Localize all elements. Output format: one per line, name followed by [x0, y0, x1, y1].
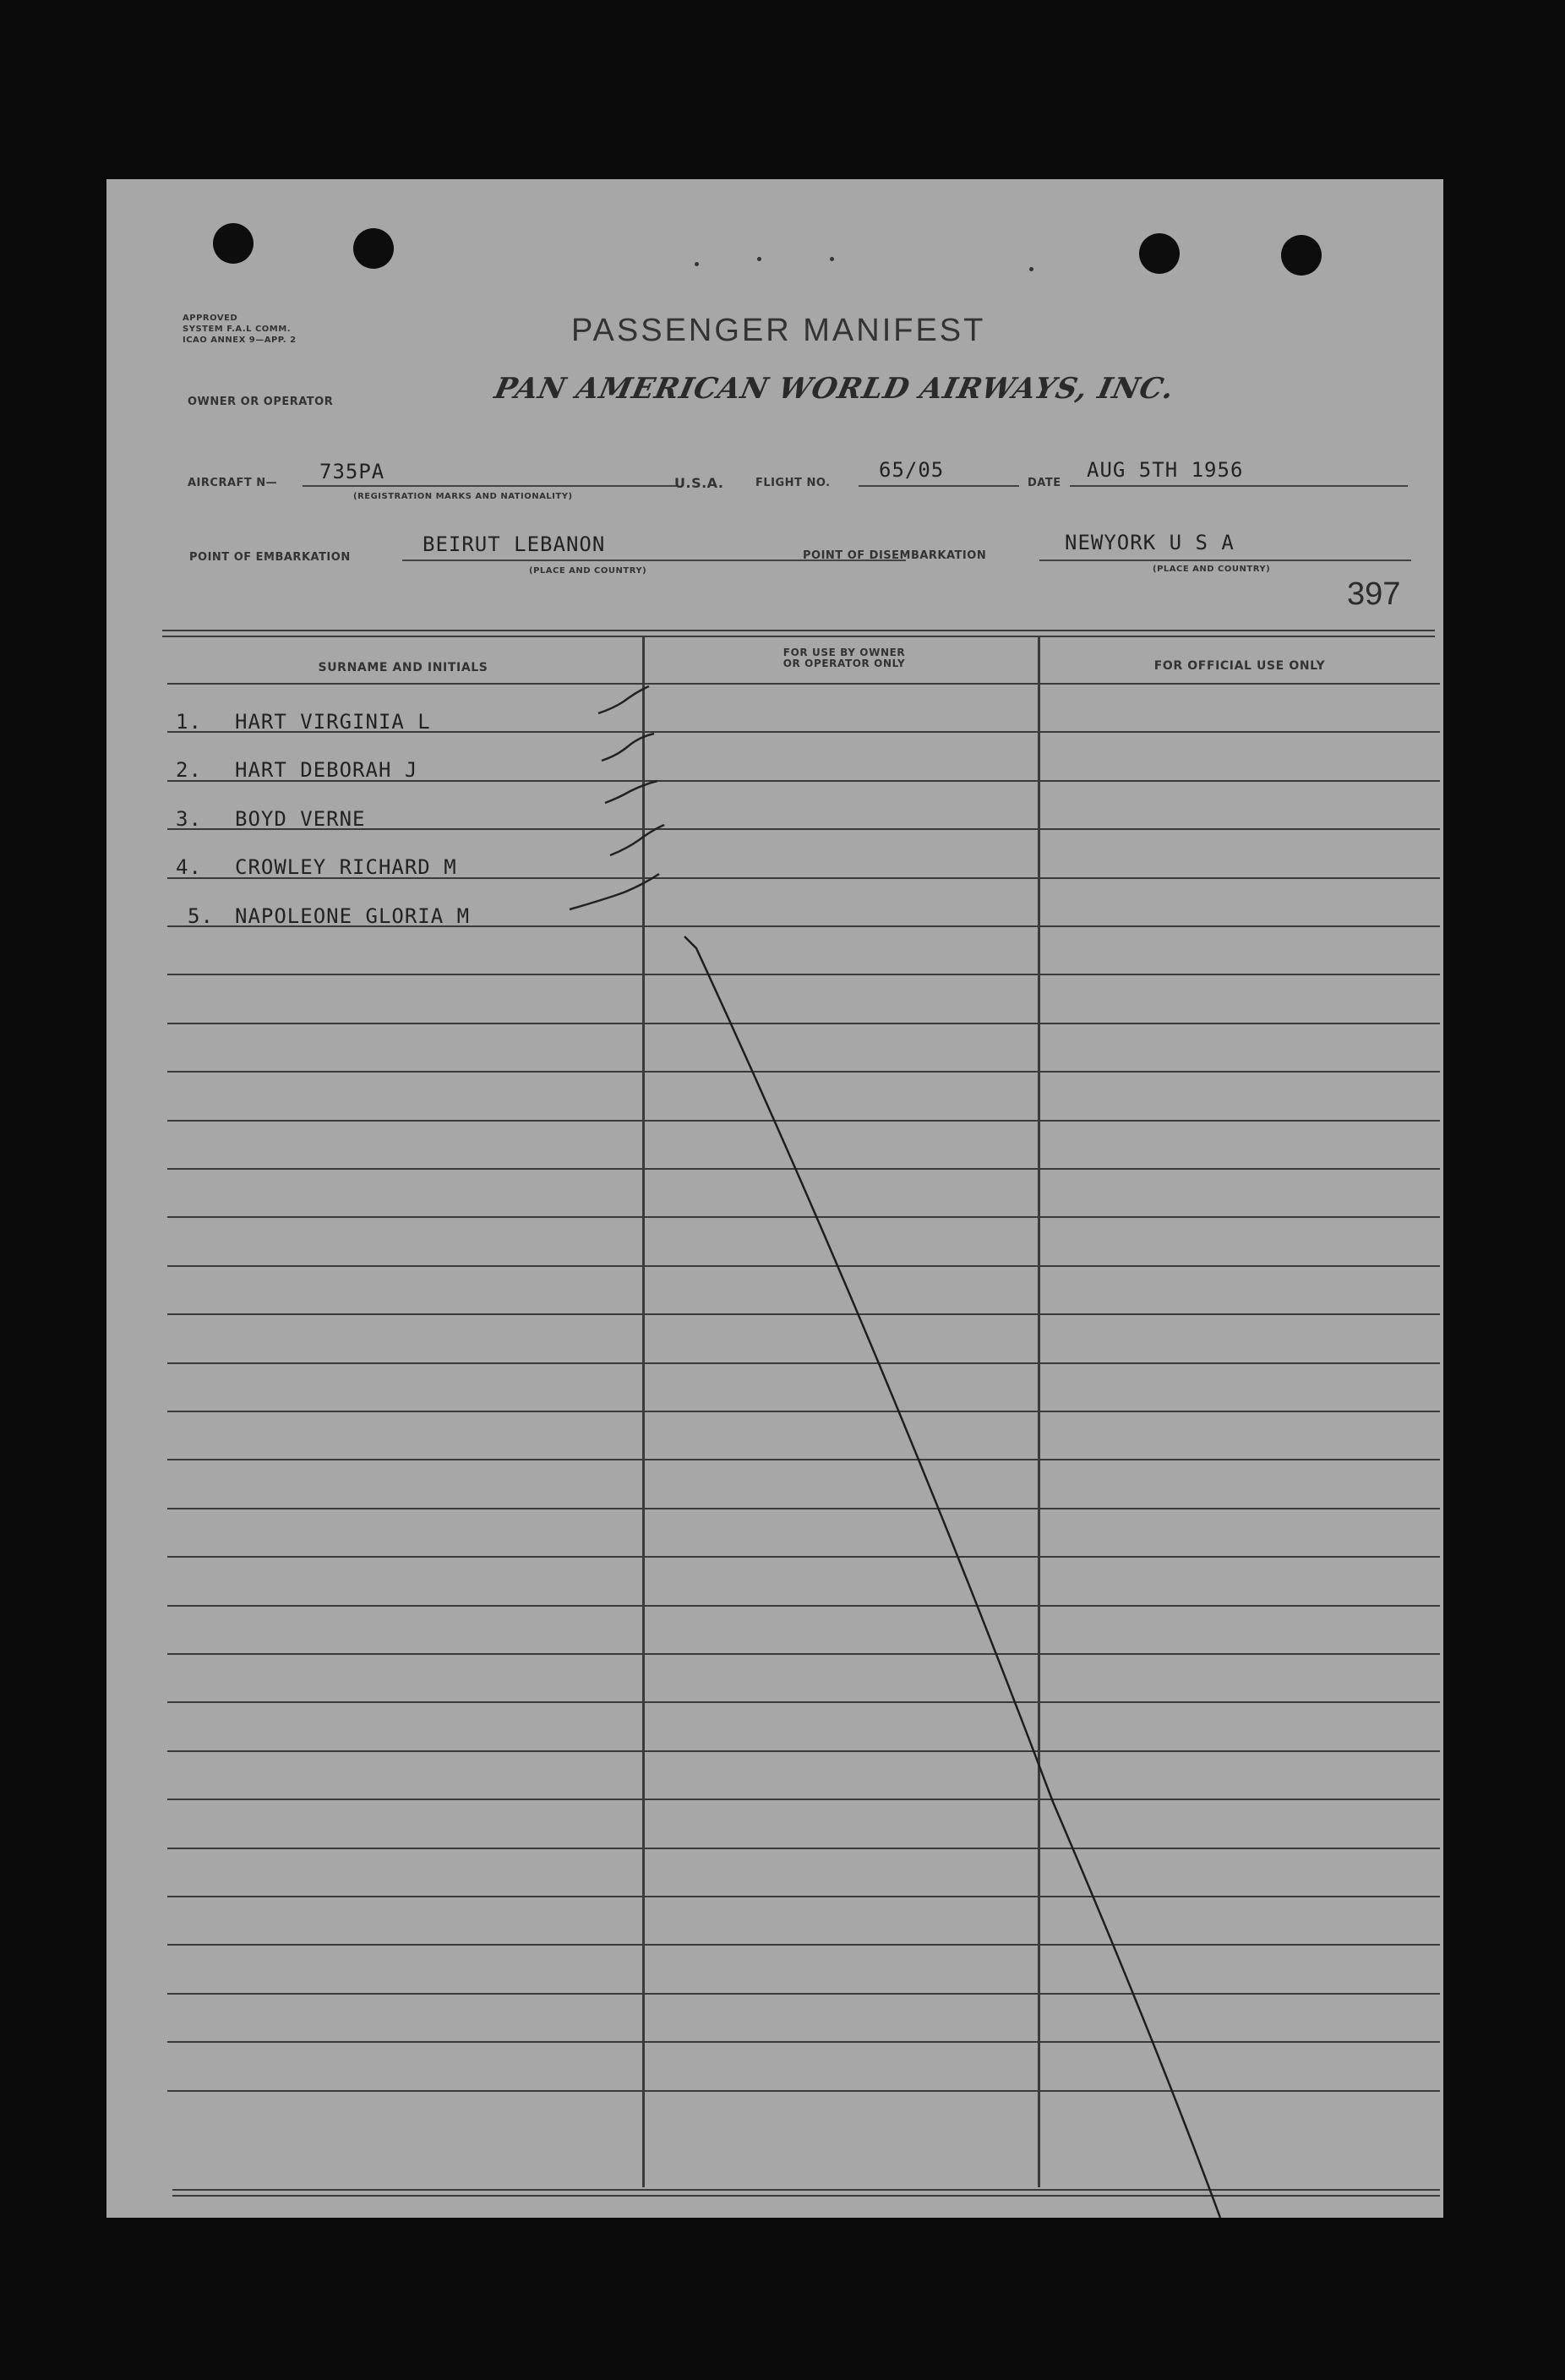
check-mark-icon [602, 734, 654, 761]
passenger-number: 2. [176, 758, 202, 782]
usa-label: U.S.A. [674, 475, 724, 491]
passenger-number: 1. [176, 710, 202, 734]
aircraft-registration: 735PA [319, 460, 385, 483]
passenger-name: NAPOLEONE GLORIA M [235, 904, 471, 928]
approval-line: APPROVED [183, 314, 238, 323]
embarkation-value: BEIRUT LEBANON [423, 532, 606, 556]
operator-name: PAN AMERICAN WORLD AIRWAYS, INC. [491, 372, 1178, 406]
aircraft-label: AIRCRAFT N— [188, 477, 278, 489]
strike-line [684, 936, 1220, 2218]
aircraft-caption: (REGISTRATION MARKS AND NATIONALITY) [353, 492, 573, 501]
date-label: DATE [1028, 477, 1061, 489]
approval-line: SYSTEM F.A.L COMM. [183, 325, 292, 334]
document-title: PASSENGER MANIFEST [571, 313, 986, 348]
passenger-name: HART DEBORAH J [235, 758, 418, 782]
check-mark-icon [605, 781, 657, 803]
check-mark-icon [610, 825, 664, 855]
passenger-number: 4. [176, 855, 202, 879]
embarkation-caption: (PLACE AND COUNTRY) [529, 566, 647, 576]
column-header-official: FOR OFFICIAL USE ONLY [1153, 659, 1326, 673]
check-mark-icon [570, 874, 659, 909]
passenger-name: BOYD VERNE [235, 807, 366, 831]
disembarkation-caption: (PLACE AND COUNTRY) [1153, 565, 1271, 574]
passenger-name: HART VIRGINIA L [235, 710, 431, 734]
column-header-surname: SURNAME AND INITIALS [318, 661, 488, 674]
disembarkation-label: POINT OF DISEMBARKATION [803, 549, 987, 562]
approval-line: ICAO ANNEX 9—APP. 2 [183, 336, 297, 345]
page-number: 397 [1347, 576, 1401, 612]
column-header-line: OR OPERATOR ONLY [782, 658, 906, 669]
flight-number: 65/05 [879, 458, 945, 482]
flight-label: FLIGHT NO. [755, 477, 831, 489]
passenger-name: CROWLEY RICHARD M [235, 855, 457, 879]
embarkation-label: POINT OF EMBARKATION [189, 551, 351, 564]
flight-date: AUG 5TH 1956 [1087, 458, 1244, 482]
passenger-number: 3. [176, 807, 202, 831]
passenger-number: 5. [188, 904, 214, 928]
manifest-sheet [106, 179, 1443, 2218]
check-mark-icon [598, 686, 649, 713]
annotation-marks [106, 179, 1443, 2218]
column-header-line: FOR USE BY OWNER [782, 647, 906, 658]
owner-label: OWNER OR OPERATOR [188, 396, 334, 408]
disembarkation-value: NEWYORK U S A [1065, 531, 1235, 554]
